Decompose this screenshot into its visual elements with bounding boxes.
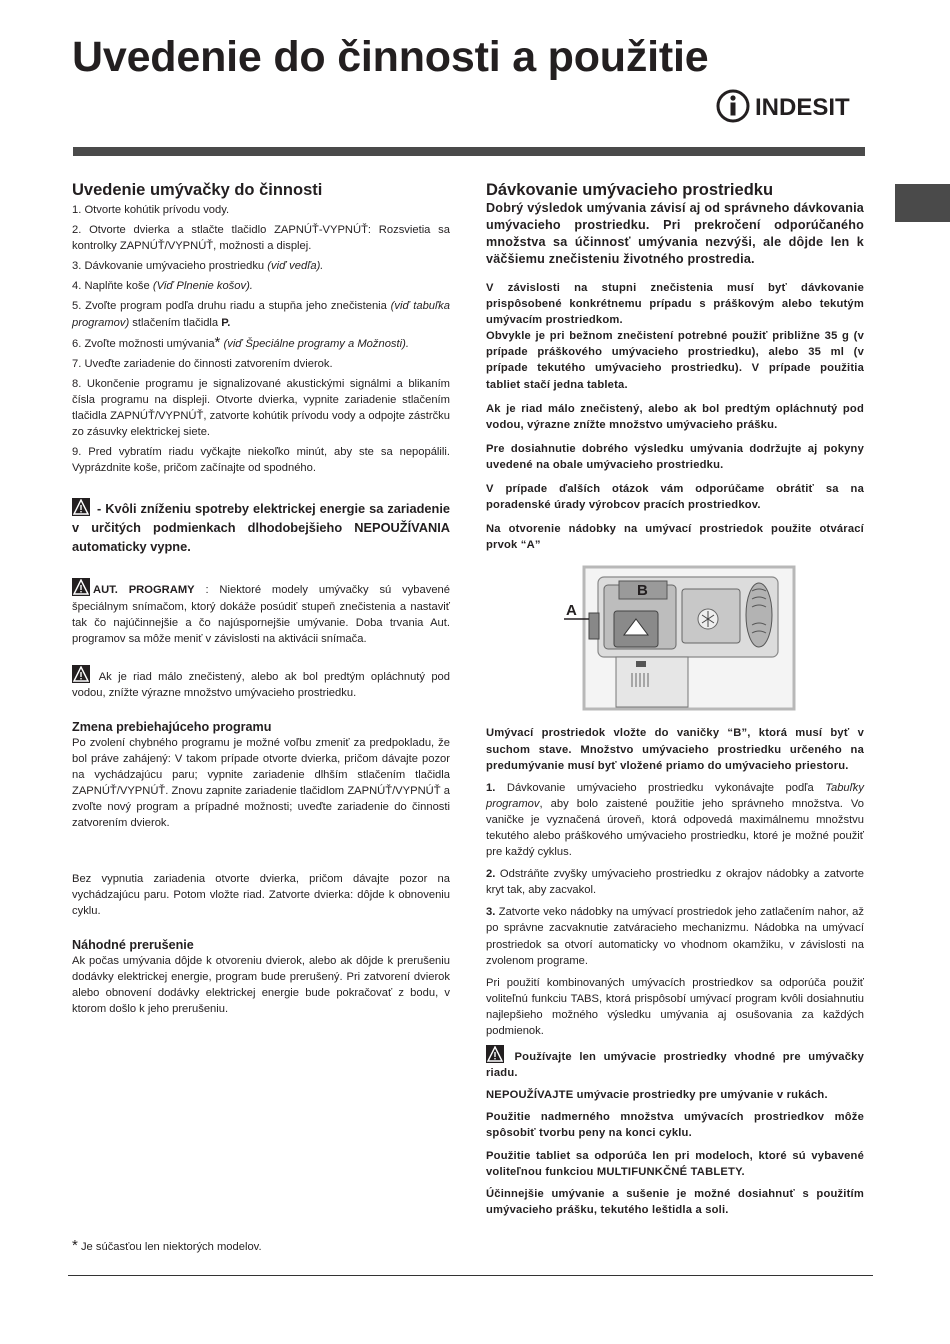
step-5: 5. Zvoľte program podľa druhu riadu a stupňa jeho znečistenia (viď tabuľka programov) stlačením tlačidla P. bbox=[72, 300, 450, 329]
warning-icon bbox=[72, 498, 90, 516]
step-6: 6. Zvoľte možnosti umývania* (viď Špeciálne programy a Možnosti). bbox=[72, 333, 409, 351]
step-1: 1. Otvorte kohútik prívodu vody. bbox=[72, 204, 230, 216]
auto-programs-note: AUT. PROGRAMY : Niektoré modely umývačky sú vybavené špeciálnym snímačom, ktorý dokáže posúdiť stupeň znečistenia a nastaviť tak čo najúčinnejšie a čo najúspornejšie umývanie. Doba trvania Aut. programov sa môže meniť v závislosti na aktivácii snímača. bbox=[72, 578, 450, 646]
heading-interruption: Náhodné prerušenie bbox=[72, 937, 194, 952]
footnote: * Je súčasťou len niektorých modelov. bbox=[72, 1237, 262, 1254]
dosing-p4: Pre dosiahnutie dobrého výsledku umývania dodržujte aj pokyny uvedené na obale umývacieho prostriedku. bbox=[486, 442, 864, 471]
section-tab bbox=[895, 184, 950, 222]
dosing-lead: Dobrý výsledok umývania závisí aj od správneho dávkovania umývacieho prostriedku. Pri prekročení odporúčaného množstva sa účinnosť umývania nezvýši, ale dôjde len k väčšiemu znečisteniu životného prostredia. bbox=[486, 201, 864, 266]
dosing-p5: V prípade ďalších otázok vám odporúčame obrátiť sa na poradenské úrady výrobcov pracích prostriedkov. bbox=[486, 483, 864, 512]
dosing-step-1: 1. Dávkovanie umývacieho prostriedku vykonávajte podľa Tabuľky programov, aby bolo zaistené použitie jeho správneho množstva. Vo vaničke je vyznačená úroveň, ktorá odpovedá maximálnemu množstvu tekutého alebo práškového umývacieho prostriedku, ktoré je možné použiť pre každý cyklus. bbox=[486, 781, 864, 859]
header-rule bbox=[73, 147, 865, 156]
dosing-p1: V závislosti na stupni znečistenia musí byť dávkovanie prispôsobené konkrétnemu prípadu s práškovým alebo tekutým umývacím prostriedkom. bbox=[486, 282, 864, 327]
warning-hand: NEPOUŽÍVAJTE umývacie prostriedky pre umývanie v rukách. bbox=[486, 1089, 828, 1102]
label-b: B bbox=[637, 582, 648, 600]
warning-foam: Použitie nadmerného množstva umývacích prostriedkov môže spôsobiť tvorbu peny na konci cyklu. bbox=[486, 1111, 864, 1140]
dosing-p6: Na otvorenie nádobky na umývací prostriedok použite otvárací prvok “A” bbox=[486, 523, 864, 552]
dosing-p7: Umývací prostriedok vložte do vaničky “B”, ktorá musí byť v suchom stave. Množstvo umývacieho prostriedku určeného na predumývanie musí byť vložené priamo do umývacieho priestoru. bbox=[486, 727, 864, 772]
warning-efficient: Účinnejšie umývanie a sušenie je možné dosiahnuť s použitím umývacieho prášku, tekutého leštidla a soli. bbox=[486, 1187, 864, 1216]
heading-dosing: Dávkovanie umývacieho prostriedku bbox=[486, 181, 774, 199]
step-8: 8. Ukončenie programu je signalizované akustickými signálmi a blikaním čísla programu na displeji. Otvorte dvierka, vypnite zariadenie stlačením tlačidla ZAPNÚŤ/VYPNÚŤ, zatvorte kohútik prívodu vody a odpojte zástrčku zo zásuvky elektrickej siete. bbox=[72, 377, 450, 439]
dosing-step-2: 2. Odstráňte zvyšky umývacieho prostriedku z okrajov nádobky a zatvorte kryt tak, aby zacvakol. bbox=[486, 868, 864, 897]
page-title: Uvedenie do činnosti a použitie bbox=[72, 33, 709, 81]
warning-tablets: Použitie tabliet sa odporúča len pri modeloch, ktoré sú vybavené voliteľnou funkciou MULTIFUNKČNÉ TABLETY. bbox=[486, 1149, 864, 1178]
dosing-p2: Obvykle je pri bežnom znečistení potrebné použiť približne 35 g (v prípade práškového umývacieho prostriedku), alebo 35 ml (v prípade tekutého umývacieho prostriedku). V prípade použitia tabliet stačí jedna tableta. bbox=[486, 330, 864, 391]
right-column bbox=[486, 180, 864, 1218]
brand-name: INDESIT bbox=[755, 94, 850, 121]
heading-change-program: Zmena prebiehajúceho programu bbox=[72, 719, 272, 734]
heading-start: Uvedenie umývačky do činnosti bbox=[72, 181, 323, 199]
interruption-text: Ak počas umývania dôjde k otvoreniu dvierok, alebo ak dôjde k prerušeniu dodávky elektrickej energie, program bude prerušený. Pri zatvorení dvierok alebo obnovení dodávky elektrickej energie bude pokračovať z bodu, v ktorom došlo k jeho prerušeniu. bbox=[72, 954, 450, 1016]
dosing-step-3: 3. Zatvorte veko nádobky na umývací prostriedok jeho zatlačením nahor, až po správne zacvaknutie zatváracieho mechanizmu. Nádobka na umývací prostriedok sa otvorí automaticky vo vhodnom okamžiku, v závislosti na zvolenom programe. bbox=[486, 906, 864, 967]
label-a: A bbox=[566, 602, 577, 620]
dosing-p8: Pri použití kombinovaných umývacích prostriedkov sa odporúča použiť voliteľnú funkciu TABS, ktorá prispôsobí umývací program kvôli dosiahnutiu najlepšieho možného výsledku umývania aj osušovania za každých podmienok. bbox=[486, 976, 864, 1037]
step-9: 9. Pred vybratím riadu vyčkajte niekoľko minút, aby ste sa nepopálili. Vyprázdnite koše, pričom začínajte od spodného. bbox=[72, 446, 450, 475]
warning-icon bbox=[72, 578, 90, 596]
brand-logo bbox=[715, 88, 865, 124]
footer-rule bbox=[68, 1275, 873, 1276]
warning-icon bbox=[486, 1045, 504, 1063]
warning-energy: - Kvôli zníženiu spotreby elektrickej energie sa zariadenie v určitých podmienkach dlhodobejšieho NEPOUŽÍVANIA automaticky vypne. bbox=[72, 498, 450, 556]
dispenser-illustration bbox=[486, 563, 864, 713]
step-7: 7. Uveďte zariadenie do činnosti zatvorením dvierok. bbox=[72, 357, 333, 370]
left-column bbox=[72, 180, 450, 1017]
step-2: 2. Otvorte dvierka a stlačte tlačidlo ZAPNÚŤ-VYPNÚŤ: Rozsvietia sa kontrolky ZAPNÚŤ/VYPNÚŤ, možnosti a displej. bbox=[72, 224, 450, 253]
step-3: 3. Dávkovanie umývacieho prostriedku (viď vedľa). bbox=[72, 260, 324, 273]
light-soil-note: Ak je riad málo znečistený, alebo ak bol predtým opláchnutý pod vodou, znížte výrazne množstvo umývacieho prostriedku. bbox=[72, 665, 450, 701]
add-dishes-text: Bez vypnutia zariadenia otvorte dvierka, pričom dávajte pozor na vychádzajúcu paru. Potom vložte riad. Zatvorte dvierka: dôjde k obnoveniu cyklu. bbox=[72, 872, 450, 917]
warning-icon bbox=[72, 665, 90, 683]
change-program-text: Po zvolení chybného programu je možné voľbu zmeniť za predpokladu, že bol práve zahájený: V takom prípade otvorte dvierka, pričom dávajte pozor na vychádzajúcu paru; vypnite zariadenie dlhším stlačením tlačidla ZAPNÚŤ/VYPNÚŤ. Znovu zapnite zariadenie tlačidlom ZAPNÚŤ/VYPNÚŤ a zvoľte nový program a prípadné možnosti; uveďte zariadenie do činnosti zatvorením dvierok. bbox=[72, 736, 450, 830]
step-4: 4. Naplňte koše (Viď Plnenie košov). bbox=[72, 280, 253, 293]
dosing-p3: Ak je riad málo znečistený, alebo ak bol predtým opláchnutý pod vodou, výrazne znížte množstvo umývacieho prášku. bbox=[486, 402, 864, 431]
warning-suitable: Používajte len umývacie prostriedky vhodné pre umývačky riadu. bbox=[486, 1045, 864, 1081]
